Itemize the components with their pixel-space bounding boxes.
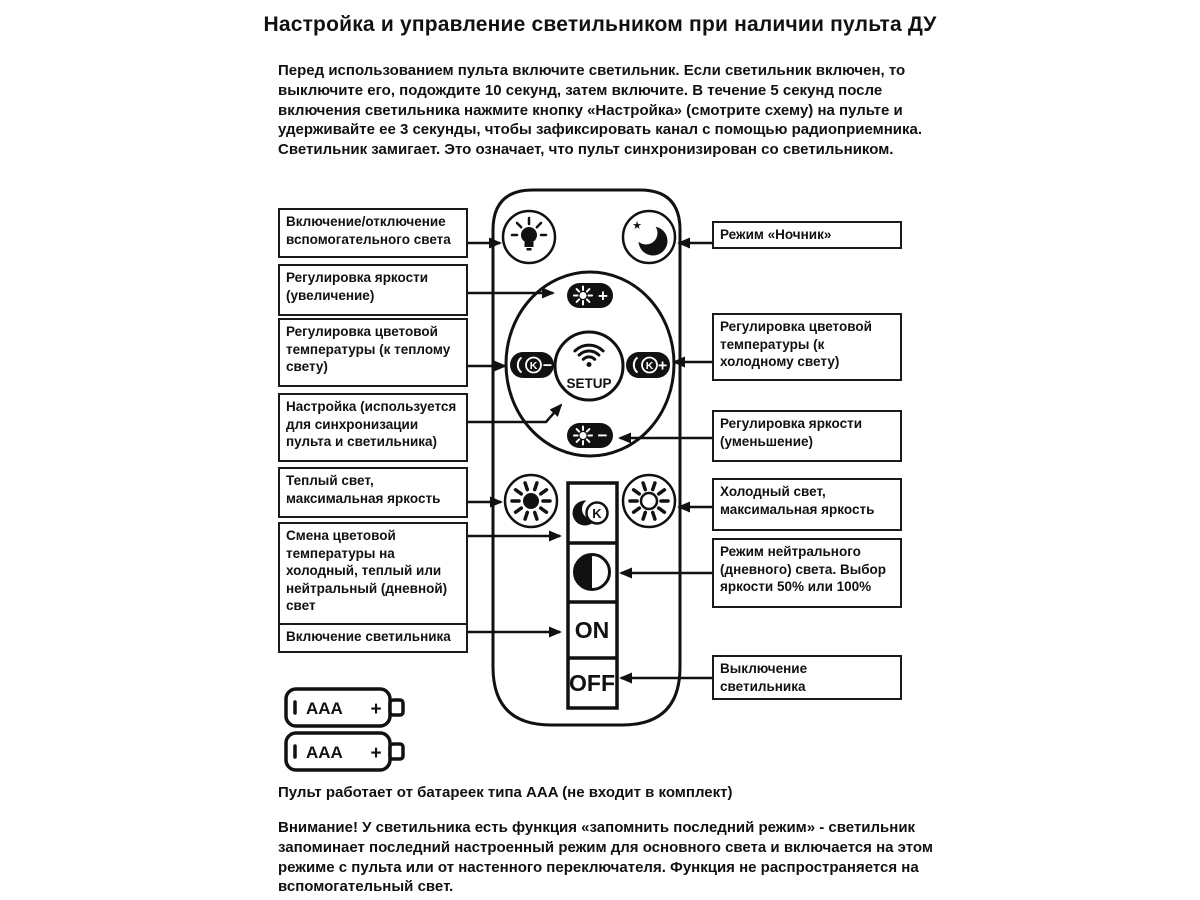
label-brightness-up: Регулировка яркости (увеличение) <box>278 264 468 316</box>
color-temp-warm-button <box>510 352 554 378</box>
on-button <box>575 617 610 643</box>
minus-label: − <box>542 357 553 375</box>
battery-plus-label: + <box>370 743 382 764</box>
setup-button <box>555 332 623 400</box>
off-label: OFF <box>569 670 615 696</box>
warning-paragraph: Внимание! У светильника есть функция «запомнить последний режим» - светильник запоминает последний настроенный режим для основного света и включается на этом режиме с пульта или от настенного переключателя. Функция не распространяется на вспомогательный свет. <box>278 819 933 896</box>
kelvin-letter: K <box>529 360 538 372</box>
button-column <box>568 483 617 708</box>
neutral-mode-button <box>575 555 610 590</box>
label-night-mode: Режим «Ночник» <box>712 221 902 249</box>
plus-label: + <box>598 286 608 306</box>
sun-icon <box>574 427 592 445</box>
label-warm-max: Теплый свет, максимальная яркость <box>278 467 468 518</box>
brightness-down-button <box>567 423 613 448</box>
label-brightness-down: Регулировка яркости (уменьшение) <box>712 410 902 462</box>
color-temp-cool-button <box>626 352 670 378</box>
label-power-off: Выключение светильника <box>712 655 902 700</box>
off-button <box>569 670 615 696</box>
battery-aaa-2 <box>286 733 403 770</box>
kelvin-letter: K <box>592 506 602 521</box>
battery-type-label: AAA <box>306 699 343 718</box>
brightness-up-button <box>567 283 613 308</box>
color-temp-cycle-button <box>573 499 608 526</box>
plus-label: + <box>657 357 668 375</box>
night-mode-button <box>623 211 675 263</box>
label-neutral-mode: Режим нейтрального (дневного) света. Выбор яркости 50% или 100% <box>712 538 902 608</box>
aux-light-button <box>503 211 555 263</box>
label-cool-max: Холодный свет, максимальная яркость <box>712 478 902 531</box>
label-power-on: Включение светильника <box>278 623 468 653</box>
kelvin-letter: K <box>645 360 654 372</box>
star-icon: ★ <box>632 220 642 232</box>
setup-label: SETUP <box>566 376 612 391</box>
on-label: ON <box>574 617 610 643</box>
sun-icon <box>574 287 592 305</box>
page-title: Настройка и управление светильником при наличии пульта ДУ <box>263 13 937 36</box>
label-color-temp-cycle: Смена цветовой температуры на холодный, теплый или нейтральный (дневной) свет <box>278 522 468 625</box>
battery-aaa-1 <box>286 689 403 726</box>
cool-max-button <box>623 475 675 527</box>
label-setup: Настройка (используется для синхронизации пульта и светильника) <box>278 393 468 462</box>
battery-plus-label: + <box>370 699 382 720</box>
label-aux-light-toggle: Включение/отключение вспомогательного света <box>278 208 468 258</box>
label-color-temp-warm: Регулировка цветовой температуры (к теплому свету) <box>278 318 468 387</box>
intro-paragraph: Перед использованием пульта включите светильник. Если светильник включен, то выключите его, подождите 10 секунд, затем включите. В течение 5 секунд после включения светильника нажмите кнопку «Настройка» (смотрите схему) на пульте и удерживайте ее 3 секунды, чтобы зафиксировать канал с помощью радиоприемника. Светильник замигает. Это означает, что пульт синхронизирован со светильником. <box>278 62 923 159</box>
label-color-temp-cool: Регулировка цветовой температуры (к холодному свету) <box>712 313 902 381</box>
battery-note: Пульт работает от батареек типа AAA (не входит в комплект) <box>278 784 733 801</box>
warm-max-button <box>505 475 557 527</box>
battery-type-label: AAA <box>306 743 343 762</box>
minus-label: − <box>597 426 608 445</box>
